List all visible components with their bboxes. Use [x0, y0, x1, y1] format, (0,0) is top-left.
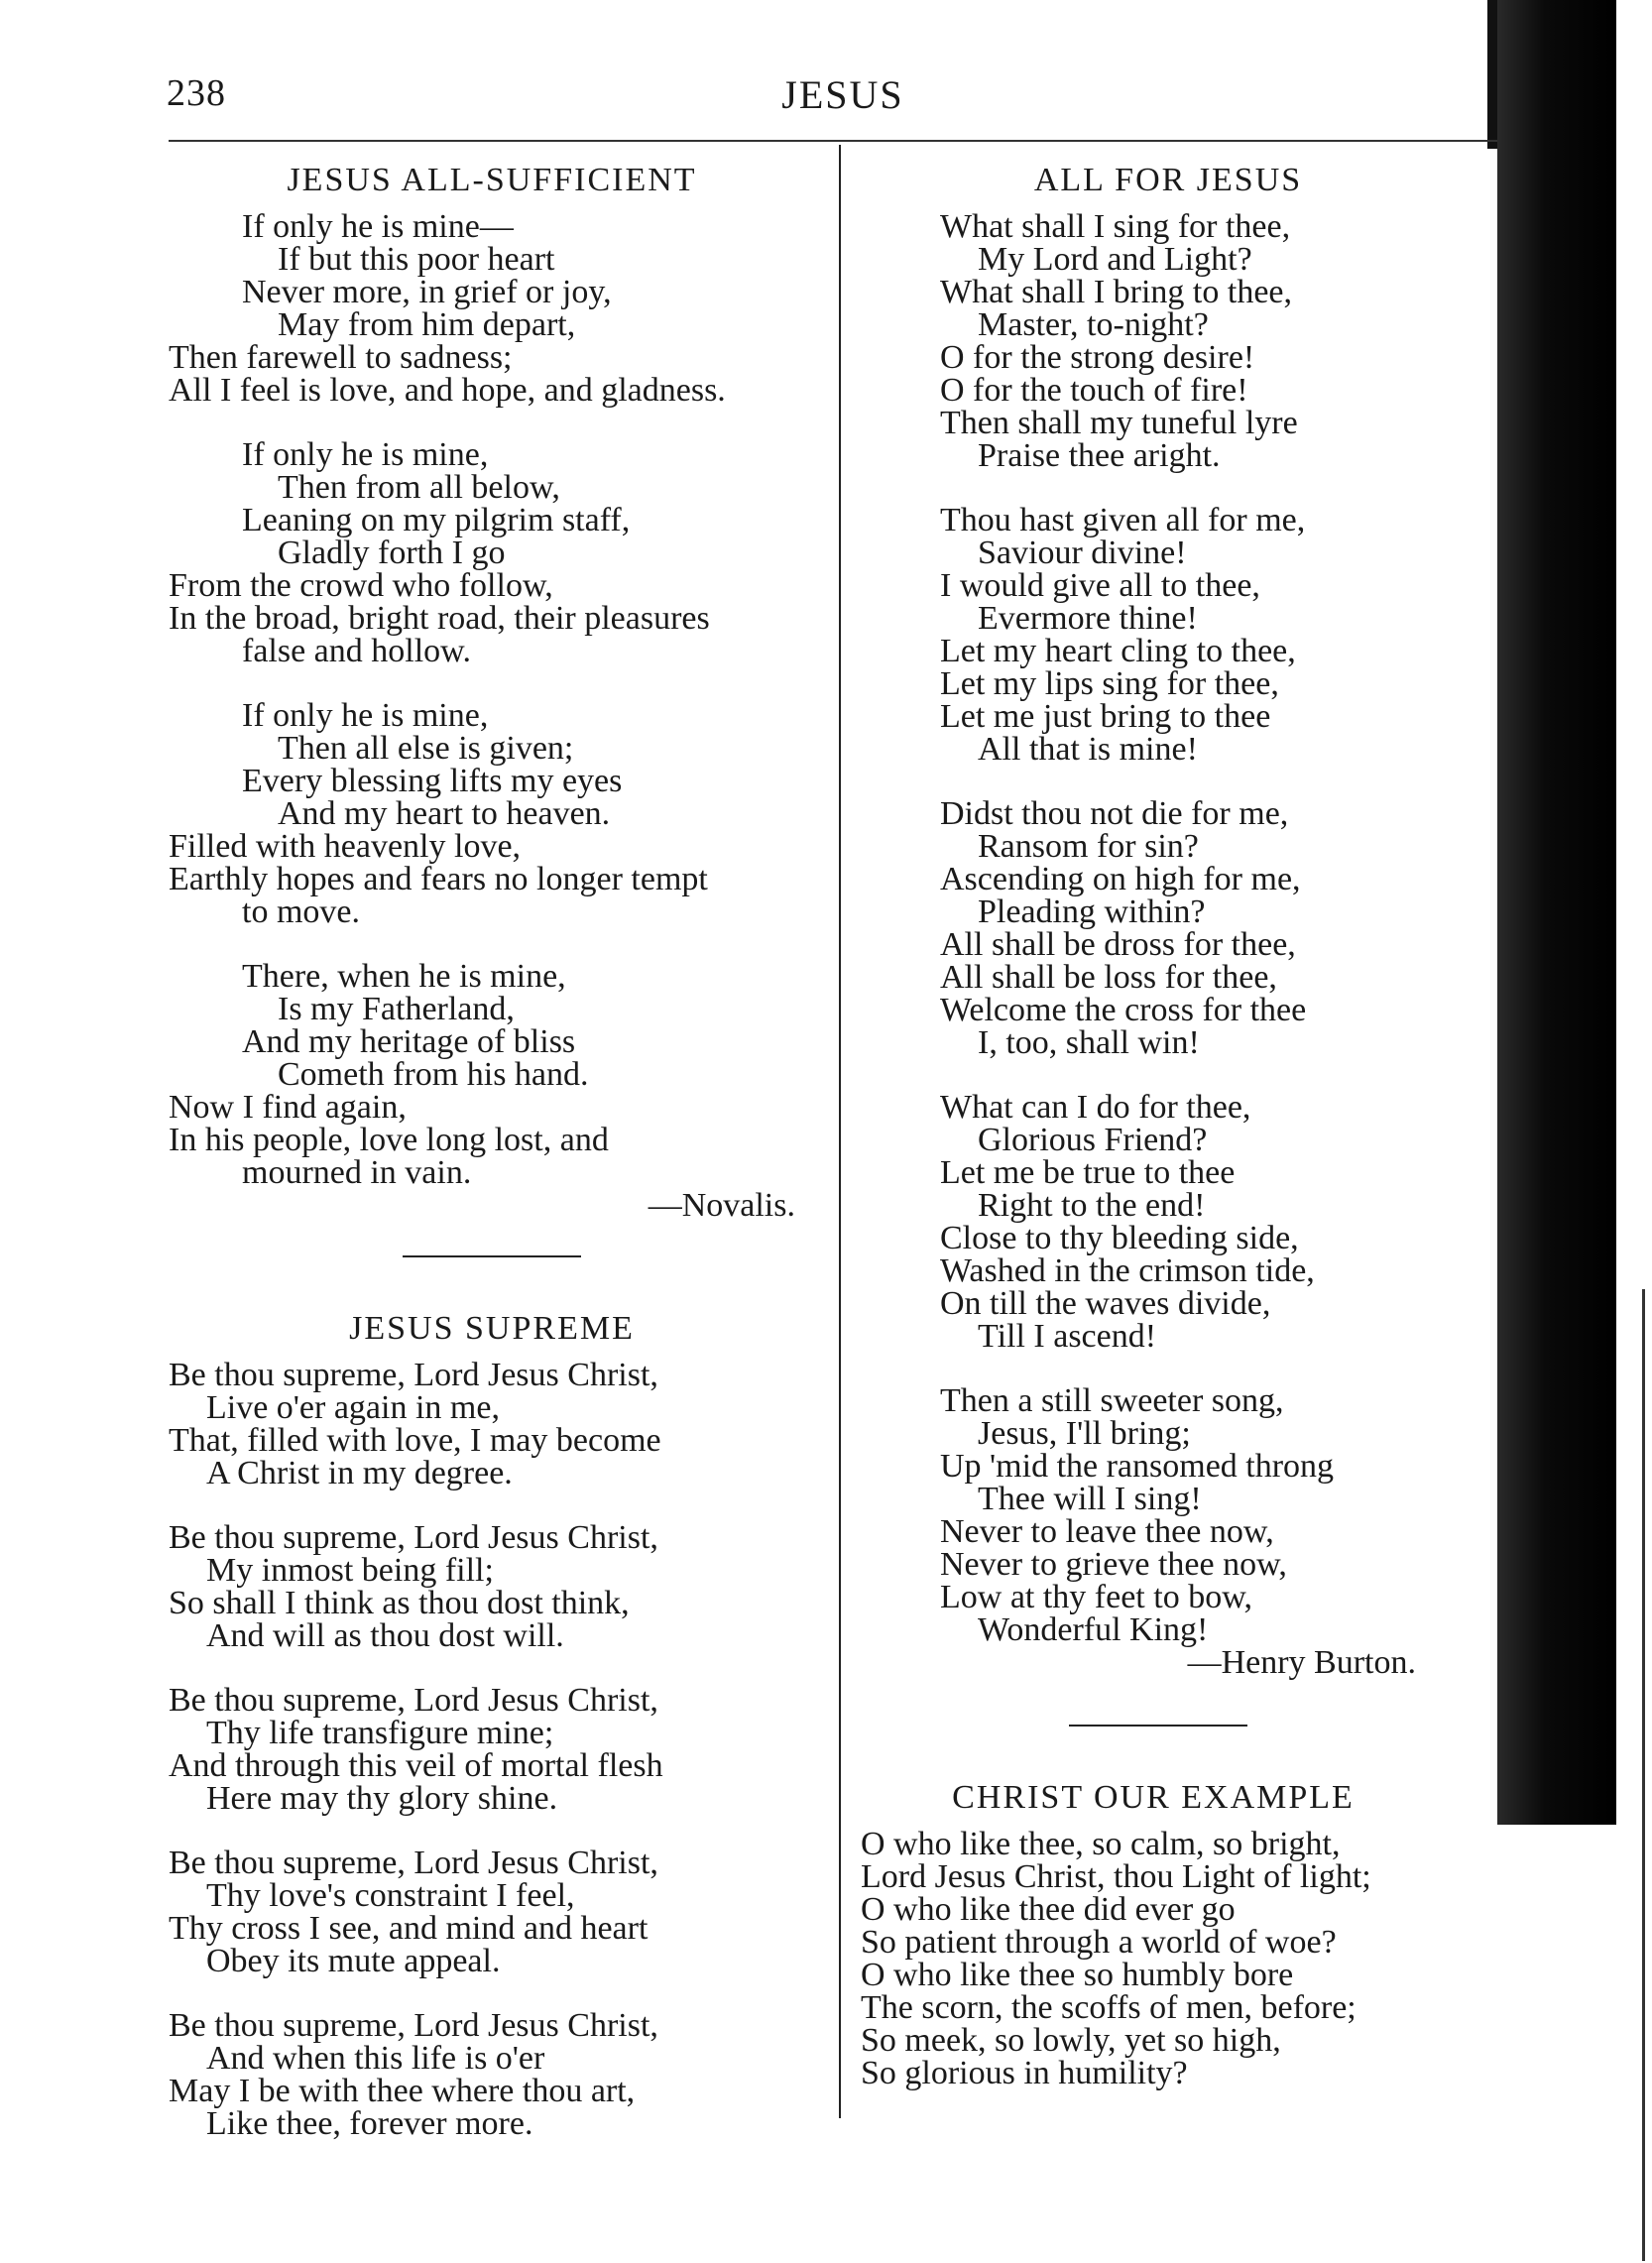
poem-title-jesus-supreme: JESUS SUPREME — [349, 1310, 635, 1347]
verse-line: Be thou supreme, Lord Jesus Christ, — [169, 1519, 658, 1556]
verse-line: My Lord and Light? — [978, 241, 1252, 278]
stanza — [940, 797, 1515, 1059]
verse-line: O for the touch of fire! — [940, 372, 1248, 409]
stanza — [169, 1684, 815, 1815]
verse-line: Thy life transfigure mine; — [206, 1715, 554, 1751]
right-column — [861, 161, 1515, 2089]
verse-line: All shall be loss for thee, — [940, 959, 1277, 996]
verse-line: If only he is mine, — [242, 697, 489, 734]
verse-line: Right to the end! — [978, 1187, 1206, 1224]
verse-line: What shall I sing for thee, — [940, 208, 1291, 245]
verse-line: Like thee, forever more. — [206, 2105, 533, 2142]
verse-line: I would give all to thee, — [940, 567, 1260, 604]
stanza — [940, 1384, 1515, 1646]
verse-line: What shall I bring to thee, — [940, 274, 1293, 310]
stanza — [169, 1359, 815, 1489]
verse-line: Master, to-night? — [978, 306, 1209, 343]
stanza — [940, 1091, 1515, 1353]
left-column — [169, 161, 815, 2172]
running-head: JESUS — [781, 72, 904, 117]
poem-title-jesus-all-sufficient: JESUS ALL-SUFFICIENT — [287, 162, 697, 198]
verse-line: If only he is mine, — [242, 436, 489, 473]
verse-line: Earthly hopes and fears no longer tempt — [169, 861, 708, 897]
verse-line: Thy love's constraint I feel, — [206, 1877, 575, 1914]
verse-line: Pleading within? — [978, 893, 1206, 930]
verse-line: Saviour divine! — [978, 535, 1187, 571]
stanza — [169, 960, 815, 1189]
verse-line: All that is mine! — [978, 731, 1198, 768]
verse-line: Be thou supreme, Lord Jesus Christ, — [169, 1845, 658, 1881]
verse-line: O who like thee did ever go — [861, 1891, 1236, 1928]
verse-line: Now I find again, — [169, 1089, 407, 1126]
verse-line: mourned in vain. — [242, 1154, 472, 1191]
verse-line: Every blessing lifts my eyes — [242, 763, 623, 799]
verse-line: Washed in the crimson tide, — [940, 1252, 1315, 1289]
verse-line: Then farewell to sadness; — [169, 339, 513, 376]
verse-line: In the broad, bright road, their pleasures — [169, 600, 710, 637]
verse-line: Leaning on my pilgrim staff, — [242, 502, 631, 538]
poem-title-all-for-jesus: ALL FOR JESUS — [1033, 162, 1303, 198]
verse-line: There, when he is mine, — [242, 958, 566, 995]
verse-line: Welcome the cross for thee — [940, 992, 1307, 1028]
verse-line: Then all else is given; — [278, 730, 574, 767]
verse-line: That, filled with love, I may become — [169, 1422, 661, 1459]
poem-body-all-for-jesus — [861, 210, 1515, 1679]
verse-line: I, too, shall win! — [978, 1024, 1200, 1061]
verse-line: My inmost being fill; — [206, 1552, 494, 1589]
verse-line: Thou hast given all for me, — [940, 502, 1306, 538]
verse-line: Evermore thine! — [978, 600, 1198, 637]
verse-line: false and hollow. — [242, 633, 472, 669]
verse-line: Jesus, I'll bring; — [978, 1415, 1191, 1452]
verse-line: So glorious in humility? — [861, 2055, 1188, 2091]
stanza — [940, 504, 1515, 766]
verse-line: Glorious Friend? — [978, 1122, 1208, 1158]
verse-line: Let my lips sing for thee, — [940, 665, 1279, 702]
verse-line: Low at thy feet to bow, — [940, 1579, 1253, 1615]
stanza — [169, 210, 815, 407]
verse-line: Lord Jesus Christ, thou Light of light; — [861, 1858, 1371, 1895]
verse-line: So patient through a world of woe? — [861, 1924, 1337, 1961]
verse-line: Close to thy bleeding side, — [940, 1220, 1299, 1256]
verse-line: Till I ascend! — [978, 1318, 1157, 1355]
verse-line: Ransom for sin? — [978, 828, 1199, 865]
verse-line: Never more, in grief or joy, — [242, 274, 612, 310]
stanza — [169, 1521, 815, 1652]
verse-line: The scorn, the scoffs of men, before; — [861, 1989, 1357, 2026]
verse-line: What can I do for thee, — [940, 1089, 1251, 1126]
verse-line: Here may thy glory shine. — [206, 1780, 558, 1817]
verse-line: May from him depart, — [278, 306, 576, 343]
verse-line: All I feel is love, and hope, and gladness. — [169, 372, 726, 409]
verse-line: Then from all below, — [278, 469, 560, 506]
verse-line: Wonderful King! — [978, 1611, 1209, 1648]
verse-line: Live o'er again in me, — [206, 1389, 500, 1426]
verse-line: And when this life is o'er — [206, 2040, 545, 2077]
verse-line: Gladly forth I go — [278, 535, 506, 571]
stanza — [169, 1846, 815, 1977]
verse-line: Never to grieve thee now, — [940, 1546, 1287, 1583]
stanza — [169, 699, 815, 928]
stanza — [169, 2009, 815, 2140]
verse-line: to move. — [242, 893, 360, 930]
verse-line: If but this poor heart — [278, 241, 555, 278]
verse-line: On till the waves divide, — [940, 1285, 1271, 1322]
section-separator — [403, 1255, 581, 1257]
verse-line: And will as thou dost will. — [206, 1617, 564, 1654]
verse-line: And my heritage of bliss — [242, 1023, 576, 1060]
verse-line: Filled with heavenly love, — [169, 828, 522, 865]
verse-line: Be thou supreme, Lord Jesus Christ, — [169, 2007, 658, 2044]
verse-line: Let my heart cling to thee, — [940, 633, 1296, 669]
verse-line: O who like thee, so calm, so bright, — [861, 1826, 1341, 1862]
column-divider — [839, 145, 841, 2118]
verse-line: Then a still sweeter song, — [940, 1382, 1284, 1419]
verse-line: O for the strong desire! — [940, 339, 1255, 376]
verse-line: In his people, love long lost, and — [169, 1122, 609, 1158]
verse-line: If only he is mine— — [242, 208, 514, 245]
page-edge-line — [1642, 1289, 1645, 2261]
verse-line: Be thou supreme, Lord Jesus Christ, — [169, 1682, 658, 1719]
verse-line: O who like thee so humbly bore — [861, 1957, 1294, 1993]
verse-line: Praise thee aright. — [978, 437, 1221, 474]
verse-line: Obey its mute appeal. — [206, 1943, 501, 1979]
verse-line: And through this veil of mortal flesh — [169, 1747, 663, 1784]
page-number: 238 — [167, 72, 226, 114]
verse-line: Then shall my tuneful lyre — [940, 405, 1298, 441]
verse-line: Ascending on high for me, — [940, 861, 1301, 897]
verse-line: May I be with thee where thou art, — [169, 2073, 636, 2109]
verse-line: Let me be true to thee — [940, 1154, 1236, 1191]
verse-line: All shall be dross for thee, — [940, 926, 1296, 963]
verse-line: So shall I think as thou dost think, — [169, 1585, 630, 1621]
verse-line: Let me just bring to thee — [940, 698, 1271, 735]
verse-line: And my heart to heaven. — [278, 795, 611, 832]
verse-line: Thy cross I see, and mind and heart — [169, 1910, 649, 1947]
page-edge-shadow — [1497, 0, 1616, 1825]
verse-line: Cometh from his hand. — [278, 1056, 589, 1093]
verse-line: Never to leave thee now, — [940, 1513, 1274, 1550]
section-separator — [1069, 1725, 1247, 1727]
verse-line: Up 'mid the ransomed throng — [940, 1448, 1335, 1485]
verse-line: From the crowd who follow, — [169, 567, 553, 604]
attribution-henry-burton: —Henry Burton. — [1187, 1644, 1416, 1681]
verse-line: A Christ in my degree. — [206, 1455, 513, 1491]
verse-line: Didst thou not die for me, — [940, 795, 1289, 832]
verse-line: So meek, so lowly, yet so high, — [861, 2022, 1281, 2059]
verse-line: Be thou supreme, Lord Jesus Christ, — [169, 1357, 658, 1393]
header-rule — [169, 140, 1497, 142]
attribution-novalis: —Novalis. — [648, 1187, 795, 1224]
poem-body-christ-our-example — [861, 1828, 1515, 2089]
stanza — [940, 210, 1515, 472]
poem-title-christ-our-example: CHRIST OUR EXAMPLE — [952, 1779, 1355, 1816]
verse-line: Thee will I sing! — [978, 1481, 1202, 1517]
verse-line: Is my Fatherland, — [278, 991, 515, 1027]
stanza — [169, 438, 815, 667]
